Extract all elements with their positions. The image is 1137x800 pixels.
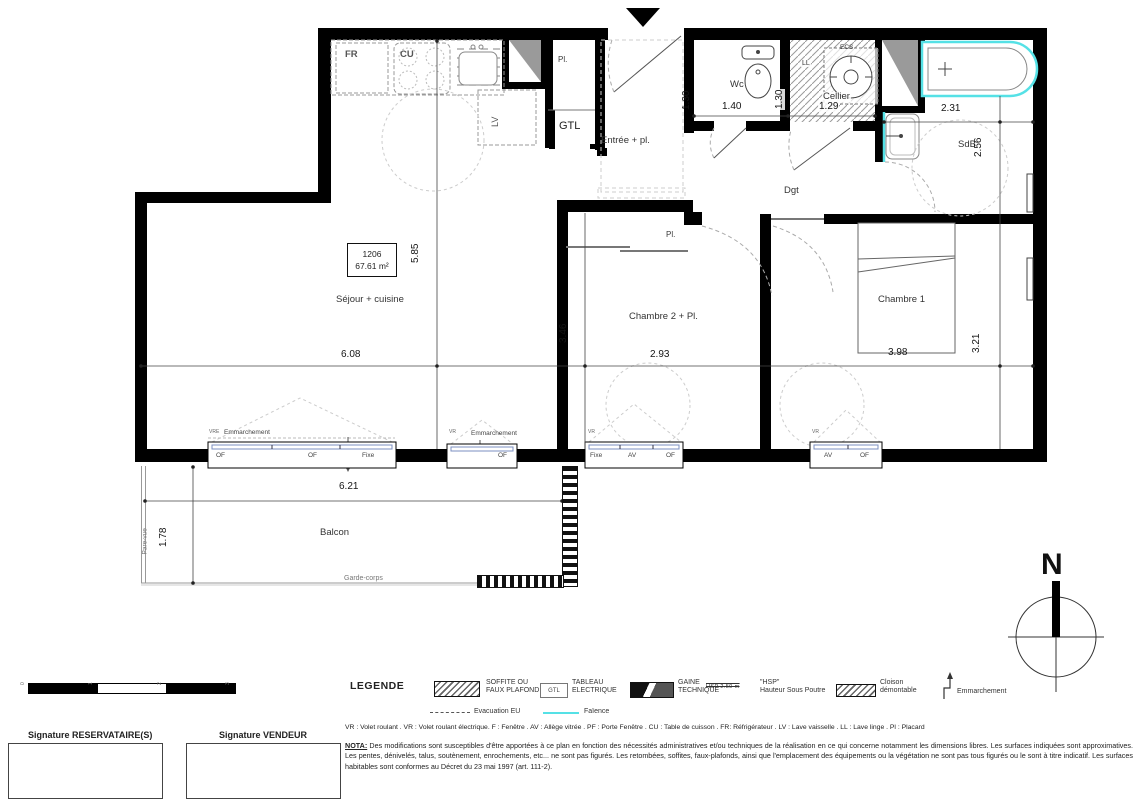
- gaine-swatch: [630, 682, 674, 698]
- scale-tick-0: 0: [20, 682, 26, 685]
- scale-bar: [28, 683, 236, 694]
- fr-label: FR: [345, 49, 358, 60]
- dim-sejour-width: 6.08: [341, 349, 361, 360]
- lot-info-box: [347, 243, 397, 277]
- dim-sdb-width: 2.31: [941, 103, 961, 114]
- room-label-wc: Wc: [730, 79, 744, 90]
- lot-area: 67.61 m²: [355, 261, 389, 271]
- window3-pane1: Fixe: [590, 452, 603, 459]
- room-label-entree: Entrée + pl.: [601, 135, 650, 146]
- ecs-label: ECS: [840, 44, 854, 51]
- gaine-technique-cellier: [875, 33, 925, 113]
- window1-step-label: Emmarchement: [224, 429, 270, 436]
- legend-tableau-label: TABLEAU ELECTRIQUE: [572, 679, 617, 695]
- garde-corps-label: Garde-corps: [344, 575, 383, 582]
- nota-paragraph: [345, 741, 1133, 772]
- evacuation-swatch: [430, 712, 470, 713]
- window3-pane3: OF: [666, 452, 676, 459]
- legend-evacuation-label: Evacuation EU: [474, 708, 521, 715]
- room-label-balcon: Balcon: [320, 527, 350, 538]
- gtl-label: GTL: [559, 120, 581, 132]
- room-label-cellier: Cellier: [823, 91, 850, 102]
- dim-chambre2-width: 2.93: [650, 349, 670, 360]
- window4-pane1: AV: [824, 452, 833, 459]
- dim-wc-width: 1.40: [722, 101, 742, 112]
- radiator-icon: [1027, 174, 1033, 300]
- bed-icon: [858, 223, 955, 353]
- window1-shutter-label: VRE: [209, 429, 220, 435]
- hsp-symbol: HSP 2.50 m: [706, 684, 740, 690]
- dim-sdb-height: 2.56: [973, 137, 984, 157]
- abbreviations-line: VR : Volet roulant . VR : Volet roulant électrique. F : Fenêtre . AV : Allège vitrée . PF : Porte Fenêtre . CU : Table de cuisson . FR: Réfrigérateur . LV : Lave vaisselle . LL : Lave linge . Pl : Placard: [345, 724, 925, 731]
- signature-reservataire-box[interactable]: [8, 743, 163, 799]
- dim-chambre1-height: 3.21: [971, 333, 982, 353]
- window1-pane3: Fixe: [362, 452, 375, 459]
- room-label-sejour: Séjour + cuisine: [336, 294, 404, 305]
- entree-placard-zone: [601, 40, 683, 192]
- window2-step-label: Emmarchement: [471, 430, 517, 437]
- legend-cloison-label: Cloison démontable: [880, 679, 917, 695]
- dim-cellier-height: 1.30: [774, 89, 785, 109]
- dim-chambre1-width: 3.98: [888, 347, 908, 358]
- gaine-technique-kitchen: [502, 33, 548, 89]
- legend-gaine-label: GAINE TECHNIQUE: [678, 679, 720, 695]
- legend-soffite-label: SOFFITE OU FAUX PLAFOND: [486, 679, 540, 695]
- faience-swatch: [543, 712, 579, 714]
- lot-number: 1206: [362, 249, 382, 259]
- window2-shutter-label: VR: [449, 429, 456, 435]
- legend-hsp-label: "HSP" Hauteur Sous Poutre: [760, 679, 826, 695]
- room-label-dgt: Dgt: [784, 185, 799, 196]
- lv-label: LV: [490, 116, 500, 127]
- window3-pane2: AV: [628, 452, 637, 459]
- legend-emmarchement-label: Emmarchement: [957, 688, 1007, 695]
- placard-chambre2-label: Pl.: [666, 230, 676, 239]
- balcony-step-hatch: [477, 575, 564, 588]
- signature-vendeur-label: Signature VENDEUR: [219, 730, 308, 740]
- dim-chambre2-height: 3.46: [558, 323, 569, 343]
- scale-tick-1: 1: [88, 682, 94, 685]
- signature-vendeur-box[interactable]: [186, 743, 341, 799]
- dim-wc-height: 1.30: [681, 90, 692, 110]
- window1-pane2: OF: [308, 452, 318, 459]
- tableau-swatch: GTL: [540, 683, 568, 698]
- entrance-arrow-icon: [626, 8, 660, 27]
- placard-entree-label: Pl.: [558, 55, 568, 64]
- dim-balcon-width: 6.21: [339, 481, 359, 492]
- emmarchement-arrow-icon: [944, 672, 953, 699]
- toilet-icon: [742, 46, 774, 98]
- nota-text: Des modifications sont susceptibles d'être apportées à ce plan en fonction des nécessités administratives et/ou techniques de la réalisation en ce qui concerne notamment les dimensions libres. Les surfaces indiquées sont approximatives. Les pentes, dénivelés, talus, soutènement, enrochements, etc... ne sont pas figurés. Les retombées, soffites, faux-plafonds, ainsi que l'emplacement des équipements ou la végétation ne sont pas tous figurés ou le sont à titre indicatif. Les surfaces habitables sont conformes au Décret du 23 mai 1997 (art. 111-2).: [345, 741, 1133, 771]
- legend-title: LEGENDE: [350, 680, 405, 692]
- chambre2-placard-zone: [598, 188, 685, 198]
- dim-balcon-depth: 1.78: [158, 527, 169, 547]
- cu-label: CU: [400, 49, 414, 60]
- window2-pane1: OF: [498, 452, 508, 459]
- legend-faience-label: Faïence: [584, 708, 610, 715]
- soffite-swatch: [434, 681, 480, 697]
- window4-pane2: OF: [860, 452, 870, 459]
- ll-label: LL: [802, 60, 810, 67]
- scale-tick-2: 2: [157, 682, 163, 685]
- window1-pane1: OF: [216, 452, 226, 459]
- signature-reservataire-label: Signature RESERVATAIRE(S): [28, 730, 153, 740]
- scale-tick-3: 3: [225, 682, 231, 685]
- bathtub-icon: [922, 42, 1037, 96]
- cloison-swatch: [836, 684, 876, 697]
- dim-sejour-height: 5.85: [410, 243, 421, 263]
- balcony-separator-hatch: [562, 466, 578, 587]
- compass-icon: [1008, 581, 1104, 692]
- room-label-sdb: SdB: [958, 139, 976, 150]
- window3-shutter-label: VR: [588, 429, 595, 435]
- dim-cellier-width: 1.29: [819, 101, 839, 112]
- nota-label: NOTA:: [345, 741, 368, 750]
- room-label-chambre1: Chambre 1: [878, 294, 925, 305]
- window4-shutter-label: VR: [812, 429, 819, 435]
- pare-vue-label: Pare-vue: [141, 528, 149, 555]
- compass-north-label: N: [1041, 548, 1063, 581]
- room-label-chambre2: Chambre 2 + Pl.: [629, 311, 698, 322]
